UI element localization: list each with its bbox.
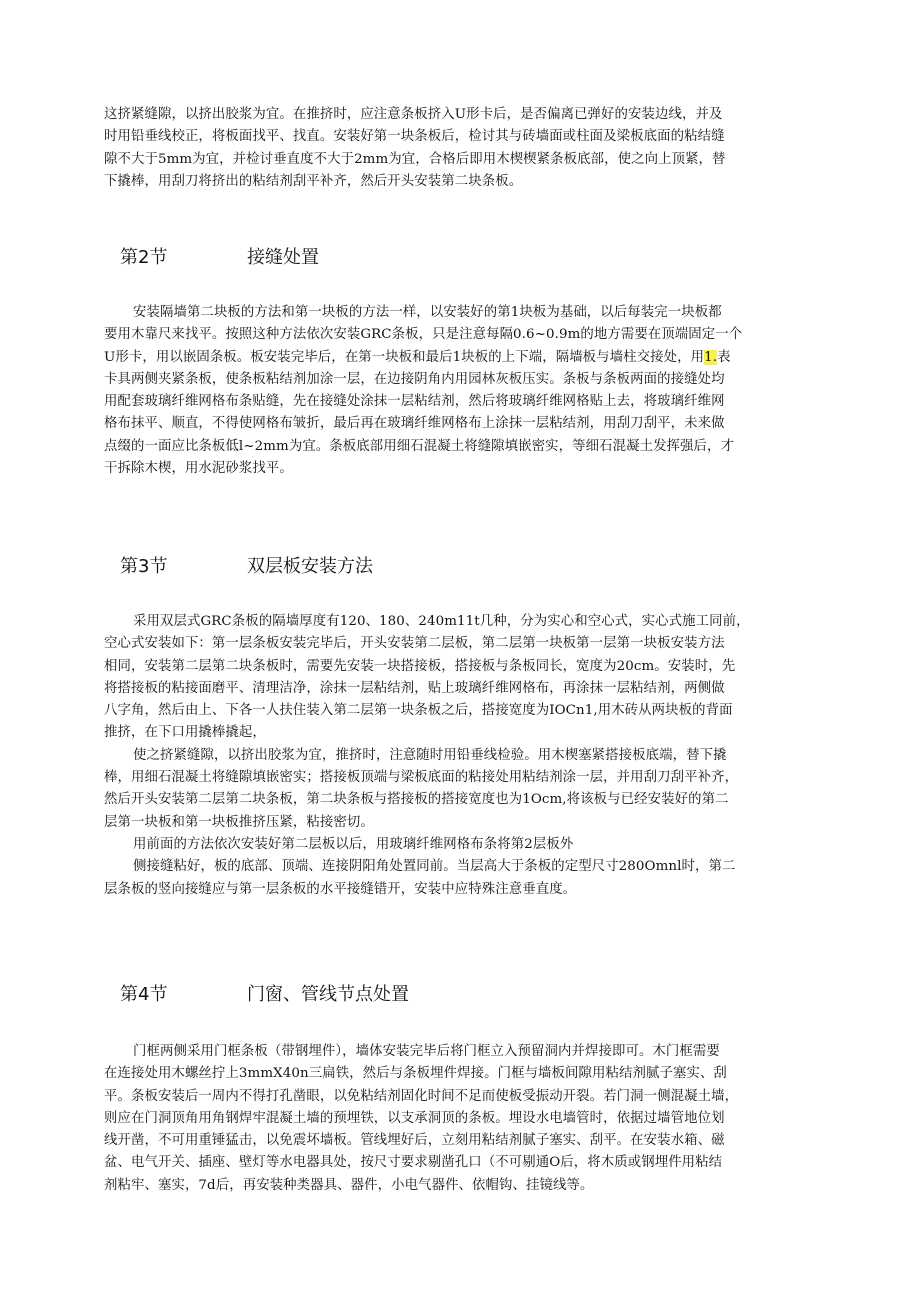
text-line: 这挤紧缝隙，以挤出胶浆为宜。在推挤时，应注意条板挤入U形卡后，是否偏离已弹好的安装边线，并及 [104,107,723,122]
text-line: 安装隔墙第二块板的方法和第一块板的方法一样，以安装好的第1块板为基础，以后每装完一块板都 [133,305,722,320]
text-line: 格布抹平、顺直，不得使网格布皱折，最后再在玻璃纤维网格布上涂抹一层粘结剂，用刮刀刮平，未来做 [104,416,725,432]
section-title: 接缝处置 [247,247,319,268]
text-line: 层条板的竖向接缝应与第一层条板的水平接缝错开，安装中应特殊注意垂直度。 [104,881,577,897]
text-line: 层第一块板和第一块板推挤压紧，粘接密切。 [104,814,374,830]
section-title: 门窗、管线节点处置 [247,984,409,1005]
text-line: 然后开头安装第二层第二块条板，第二块条板与搭接板的搭接宽度也为1Ocm,将该板与已经安装好的第二 [104,792,729,808]
section-title: 双层板安装方法 [247,556,373,577]
text-line: 点缀的一面应比条板低l~2mm为宜。条板底部用细石混凝土将缝隙填嵌密实，等细石混凝土发挥强后，才 [104,438,735,454]
text-line: 时用铅垂线校正，将板面找平、找直。安装好第一块条板后，检讨其与砖墙面或柱面及梁板底面的粘结缝 [104,129,725,145]
text-fragment: U形卡，用以嵌固条板。板安装完毕后，在第一块板和最后1块板的上下端，隔墙板与墙柱交接处，用 [104,349,705,365]
text-line: 采用双层式GRC条板的隔墙厚度有120、180、240m11t几种，分为实心和空心式，实心式施工同前， [133,614,750,629]
text-line: 隙不大于5mm为宜，并检讨垂直度不大于2mm为宜，合格后即用木楔楔紧条板底部，使之向上顶紧，替 [104,151,726,167]
text-line: 八字角，然后由上、下各一人扶住装入第二层第一块条板之后，搭接宽度为IOCn1,用木砖从两块板的背面 [104,703,733,719]
text-line: 相同，安装第二层第二块条板时，需要先安装一块搭接板，搭接板与条板同长，宽度为20cm。安装时，先 [104,658,736,674]
highlight-mark: 1. [704,349,718,365]
intro-paragraph [104,104,810,193]
text-line: 下撬棒，用刮刀将挤出的粘结剂刮平补齐，然后开头安装第二块条板。 [104,173,523,189]
text-fragment: 表 [717,349,731,365]
text-line: 则应在门洞顶角用角钢焊牢混凝土墙的预埋铁，以支承洞顶的条板。埋设水电墙管时，依据过墙管地位划 [104,1110,725,1126]
text-line: 在连接处用木螺丝拧上3mmX40n三扁铁，然后与条板埋件焊接。门框与墙板间隙用粘结剂腻子塞实、刮 [104,1066,727,1082]
text-line: 平。条板安装后一周内不得打孔凿眼，以免粘结剂固化时间不足而使板受振动开裂。若门洞一侧混凝土墙， [104,1088,739,1104]
section-heading-2 [120,246,319,270]
section-heading-4 [120,983,409,1007]
section-number: 第2节 [120,247,168,268]
text-line: 剂粘牢、塞实，7d后，再安装种类器具、器件，小电气器件、依帽钩、挂镜线等。 [104,1177,594,1193]
section-3-paragraph [104,611,810,901]
text-line: 用配套玻璃纤维网格布条贴缝，先在接缝处涂抹一层粘结剂，然后将玻璃纤维网格贴上去，将玻璃纤维网 [104,394,725,410]
text-line: 推挤，在下口用撬棒撬起， [104,725,266,741]
section-2-paragraph [104,302,810,480]
section-4-paragraph [104,1041,810,1197]
text-line: 用前面的方法依次安装好第二层板以后，用玻璃纤维网格布条将第2层板外 [133,836,574,852]
text-line: 侧接缝粘好，板的底部、顶端、连接阴阳角处置同前。当层高大于条板的定型尺寸280Omnl时，第二 [133,859,736,875]
text-line [104,347,810,369]
text-line: 线开凿，不可用重锤猛击，以免震坏墙板。管线埋好后，立刻用粘结剂腻子塞实、刮平。在安装水箱、磁 [104,1133,725,1149]
section-heading-3 [120,555,373,579]
text-line: 门框两侧采用门框条板（带钢埋件），墙体安装完毕后将门框立入预留洞内并焊接即可。木门框需要 [133,1044,720,1059]
text-line: 盆、电气开关、插座、壁灯等水电器具处，按尺寸要求剔凿孔口（不可剔通O后，将木质或钢埋件用粘结 [104,1155,723,1171]
text-line: 卡具两侧夹紧条板，使条板粘结剂加涂一层，在边接阴角内用园林灰板压实。条板与条板两面的接缝处均 [104,371,725,387]
text-line: 棒，用细石混凝土将缝隙填嵌密实；搭接板顶端与梁板底面的粘接处用粘结剂涂一层，并用刮刀刮平补齐， [104,770,739,786]
text-line: 干拆除木楔，用水泥砂浆找平。 [104,461,293,477]
text-line: 空心式安装如下：第一层条板安装完毕后，开头安装第二层板，第二层第一块板第一层第一块板安装方法 [104,636,725,652]
text-line: 将搭接板的粘接面磨平、清理洁净，涂抹一层粘结剂，贴上玻璃纤维网格布，再涂抹一层粘结剂，两侧做 [104,680,725,696]
text-line: 使之挤紧缝隙，以挤出胶浆为宜，推挤时，注意随时用铅垂线检验。用木楔塞紧搭接板底端，替下撬 [133,747,727,763]
section-number: 第4节 [120,984,168,1005]
section-number: 第3节 [120,556,168,577]
text-line: 要用木靠尺来找平。按照这种方法依次安装GRC条板，只是注意每隔0.6~0.9m的地方需要在顶端固定一个 [104,327,743,343]
